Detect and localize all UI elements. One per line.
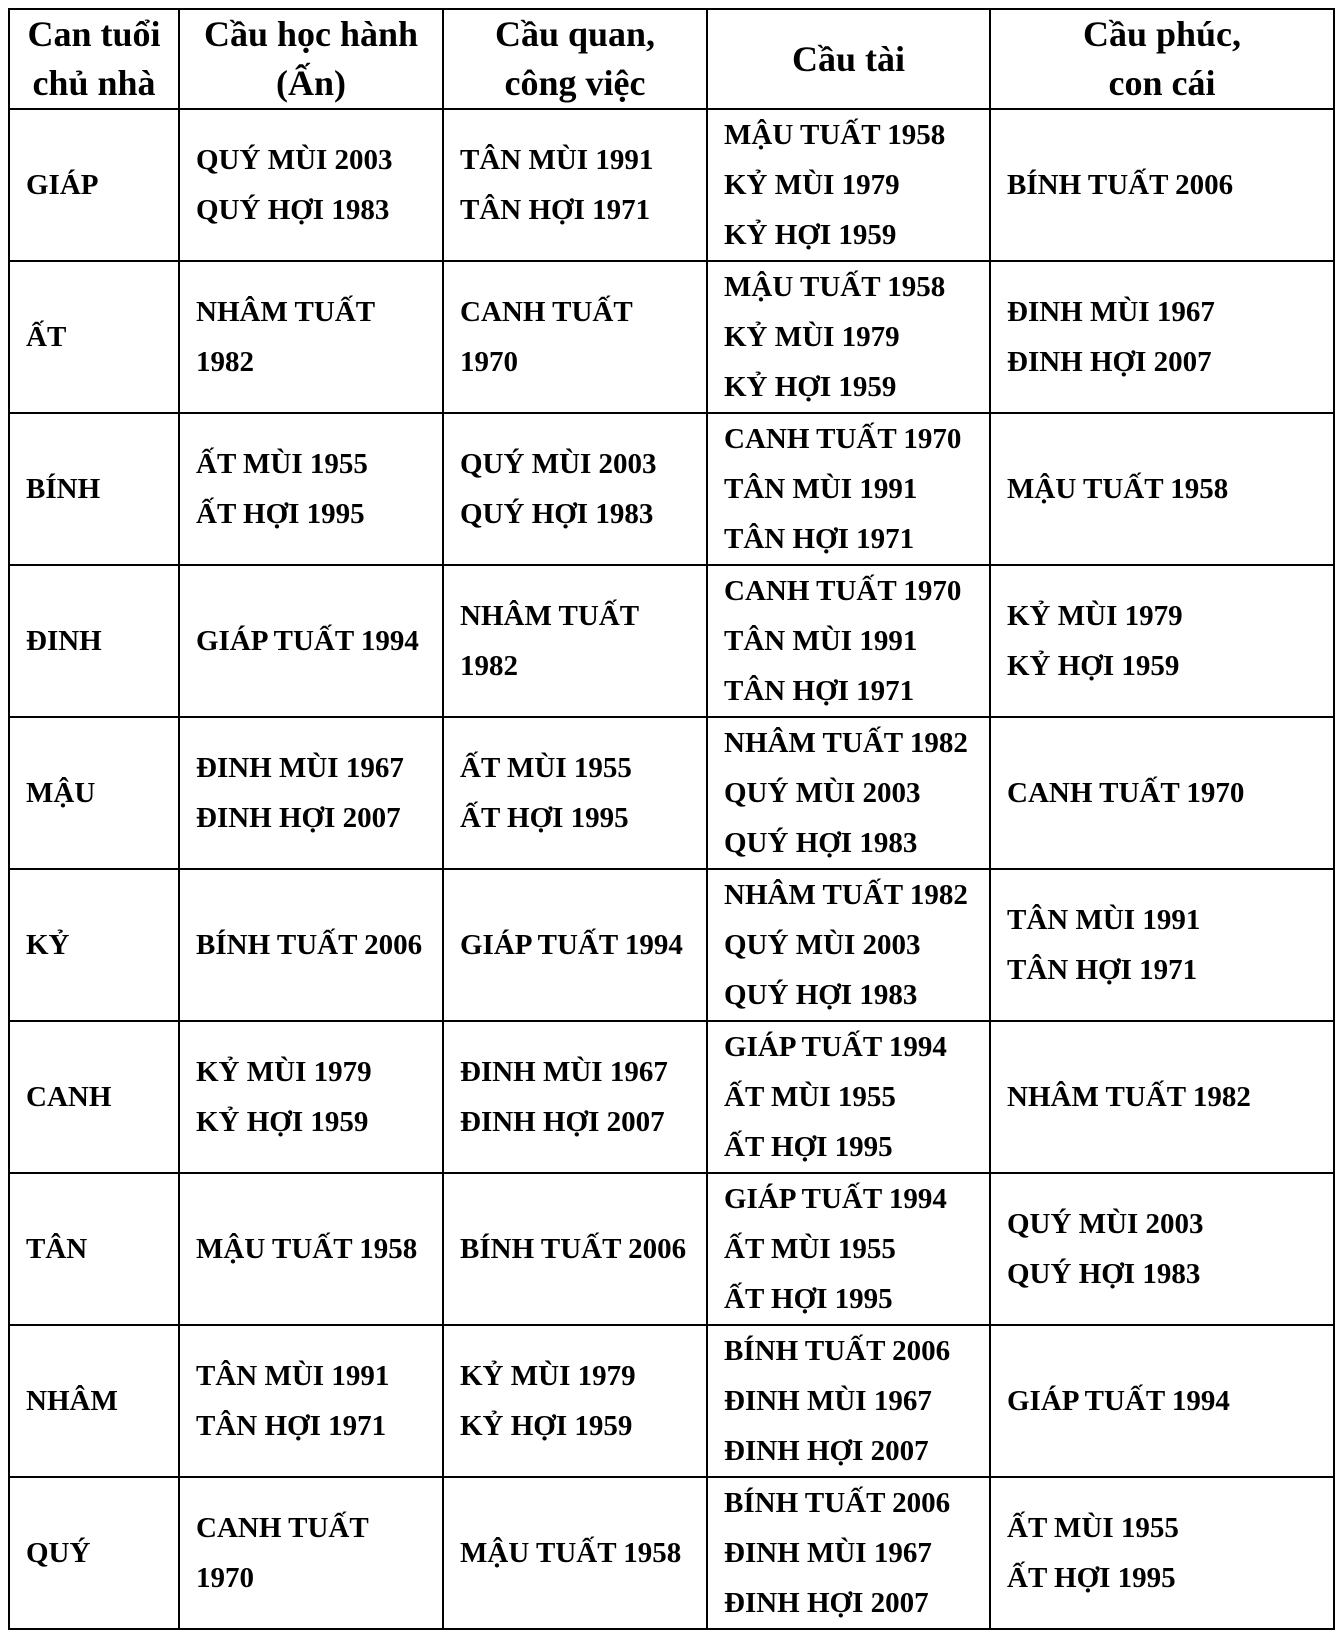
- table-row: [9, 261, 1334, 413]
- header-line: chủ nhà: [32, 63, 156, 103]
- cell-cau-phuc: [990, 109, 1334, 261]
- cell-cau-tai: [707, 261, 990, 413]
- cell-cau-hoc-hanh: [179, 1021, 443, 1173]
- header-cau-hoc-hanh: [179, 9, 443, 109]
- cell-line: QUÝ HỢI 1983: [196, 194, 390, 226]
- table-row: [9, 1477, 1334, 1629]
- cell-line: QUÝ MÙI 2003: [196, 144, 393, 176]
- cell-line: KỶ MÙI 1979: [1007, 600, 1183, 632]
- cell-line: ĐINH HỢI 2007: [1007, 346, 1212, 378]
- cell-can-tuoi: MẬU: [9, 717, 179, 869]
- table-row: [9, 1173, 1334, 1325]
- cell-line: ẤT HỢI 1995: [196, 498, 365, 530]
- cell-line: CANH TUẤT 1970: [196, 1512, 369, 1594]
- cell-can-tuoi: BÍNH: [9, 413, 179, 565]
- cell-line: QUÝ HỢI 1983: [724, 827, 918, 859]
- cell-cau-phuc: [990, 1021, 1334, 1173]
- cell-line: KỶ MÙI 1979: [724, 169, 900, 201]
- cell-line: NHÂM TUẤT 1982: [1007, 1081, 1251, 1113]
- cell-line: ĐINH HỢI 2007: [196, 802, 401, 834]
- can-chi-table: [8, 8, 1335, 1630]
- cell-cau-phuc: [990, 1173, 1334, 1325]
- cell-line: ĐINH MÙI 1967: [460, 1056, 668, 1088]
- cell-line: CANH TUẤT 1970: [724, 575, 962, 607]
- cell-can-tuoi: ĐINH: [9, 565, 179, 717]
- cell-line: QUÝ MÙI 2003: [724, 929, 921, 961]
- cell-cau-phuc: [990, 869, 1334, 1021]
- cell-line: ẤT MÙI 1955: [1007, 1512, 1179, 1544]
- cell-line: ẤT HỢI 1995: [1007, 1562, 1176, 1594]
- cell-line: MẬU TUẤT 1958: [724, 119, 946, 151]
- header-line: (Ấn): [276, 63, 346, 103]
- cell-line: ẤT MÙI 1955: [460, 752, 632, 784]
- cell-line: TÂN HỢI 1971: [196, 1410, 387, 1442]
- cell-cau-quan: [443, 717, 707, 869]
- cell-line: ẤT MÙI 1955: [724, 1081, 896, 1113]
- cell-line: NHÂM TUẤT 1982: [460, 600, 639, 682]
- cell-cau-hoc-hanh: [179, 413, 443, 565]
- cell-cau-hoc-hanh: [179, 109, 443, 261]
- cell-line: TÂN HỢI 1971: [724, 675, 915, 707]
- table-row: [9, 1325, 1334, 1477]
- cell-cau-phuc: [990, 717, 1334, 869]
- cell-cau-tai: [707, 1477, 990, 1629]
- cell-line: GIÁP TUẤT 1994: [1007, 1385, 1230, 1417]
- cell-line: BÍNH TUẤT 2006: [1007, 169, 1234, 201]
- cell-line: NHÂM TUẤT 1982: [724, 879, 968, 911]
- cell-line: ĐINH MÙI 1967: [196, 752, 404, 784]
- cell-line: NHÂM TUẤT 1982: [196, 296, 375, 378]
- cell-line: KỶ HỢI 1959: [460, 1410, 633, 1442]
- cell-line: ẤT MÙI 1955: [196, 448, 368, 480]
- header-can-tuoi: [9, 9, 179, 109]
- cell-cau-phuc: [990, 1477, 1334, 1629]
- cell-can-tuoi: CANH: [9, 1021, 179, 1173]
- cell-line: BÍNH TUẤT 2006: [196, 929, 423, 961]
- cell-line: MẬU TUẤT 1958: [1007, 473, 1229, 505]
- header-line: Can tuổi: [27, 14, 161, 54]
- cell-line: QUÝ MÙI 2003: [1007, 1208, 1204, 1240]
- cell-cau-quan: [443, 261, 707, 413]
- cell-line: TÂN MÙI 1991: [724, 473, 918, 505]
- cell-line: MẬU TUẤT 1958: [196, 1233, 418, 1265]
- cell-line: ĐINH HỢI 2007: [724, 1435, 929, 1467]
- cell-line: ẤT HỢI 1995: [724, 1283, 893, 1315]
- cell-line: TÂN MÙI 1991: [1007, 904, 1201, 936]
- cell-line: TÂN HỢI 1971: [724, 523, 915, 555]
- cell-line: TÂN MÙI 1991: [724, 625, 918, 657]
- cell-line: CANH TUẤT 1970: [460, 296, 633, 378]
- cell-can-tuoi: KỶ: [9, 869, 179, 1021]
- header-line: Cầu tài: [791, 38, 905, 79]
- cell-cau-quan: [443, 565, 707, 717]
- cell-can-tuoi: NHÂM: [9, 1325, 179, 1477]
- cell-cau-tai: [707, 1021, 990, 1173]
- cell-cau-quan: [443, 1021, 707, 1173]
- table-body: [9, 109, 1334, 1629]
- cell-can-tuoi: QUÝ: [9, 1477, 179, 1629]
- cell-cau-quan: [443, 1173, 707, 1325]
- table-row: [9, 413, 1334, 565]
- table-row: [9, 565, 1334, 717]
- cell-cau-phuc: [990, 1325, 1334, 1477]
- cell-line: TÂN MÙI 1991: [196, 1360, 390, 1392]
- cell-cau-hoc-hanh: [179, 717, 443, 869]
- cell-line: KỶ MÙI 1979: [460, 1360, 636, 1392]
- header-cau-quan: [443, 9, 707, 109]
- cell-cau-quan: [443, 413, 707, 565]
- cell-line: KỶ HỢI 1959: [1007, 650, 1180, 682]
- cell-cau-tai: [707, 109, 990, 261]
- cell-cau-hoc-hanh: [179, 869, 443, 1021]
- cell-cau-hoc-hanh: [179, 1477, 443, 1629]
- cell-line: QUÝ HỢI 1983: [724, 979, 918, 1011]
- cell-line: MẬU TUẤT 1958: [460, 1537, 682, 1569]
- cell-line: MẬU TUẤT 1958: [724, 271, 946, 303]
- cell-cau-phuc: [990, 565, 1334, 717]
- cell-cau-hoc-hanh: [179, 1325, 443, 1477]
- cell-line: ĐINH MÙI 1967: [724, 1385, 932, 1417]
- cell-line: ĐINH HỢI 2007: [724, 1587, 929, 1619]
- cell-cau-quan: [443, 1325, 707, 1477]
- cell-cau-hoc-hanh: [179, 1173, 443, 1325]
- header-line: con cái: [1108, 63, 1216, 103]
- cell-line: TÂN HỢI 1971: [1007, 954, 1198, 986]
- header-line: Cầu quan,: [494, 14, 656, 54]
- header-line: công việc: [504, 63, 646, 103]
- cell-line: QUÝ MÙI 2003: [724, 777, 921, 809]
- cell-cau-tai: [707, 717, 990, 869]
- cell-line: NHÂM TUẤT 1982: [724, 727, 968, 759]
- cell-line: ẤT HỢI 1995: [460, 802, 629, 834]
- table-row: [9, 869, 1334, 1021]
- cell-cau-tai: [707, 1325, 990, 1477]
- cell-line: ẤT MÙI 1955: [724, 1233, 896, 1265]
- header-line: Cầu học hành: [203, 14, 419, 54]
- cell-line: GIÁP TUẤT 1994: [724, 1031, 947, 1063]
- cell-line: QUÝ MÙI 2003: [460, 448, 657, 480]
- cell-cau-tai: [707, 565, 990, 717]
- cell-line: BÍNH TUẤT 2006: [724, 1335, 951, 1367]
- cell-line: TÂN HỢI 1971: [460, 194, 651, 226]
- cell-line: KỶ HỢI 1959: [724, 371, 897, 403]
- cell-cau-tai: [707, 1173, 990, 1325]
- cell-line: KỶ HỢI 1959: [724, 219, 897, 251]
- cell-cau-quan: [443, 1477, 707, 1629]
- cell-line: KỶ HỢI 1959: [196, 1106, 369, 1138]
- cell-line: KỶ MÙI 1979: [724, 321, 900, 353]
- cell-line: ĐINH MÙI 1967: [724, 1537, 932, 1569]
- cell-line: ĐINH MÙI 1967: [1007, 296, 1215, 328]
- cell-line: CANH TUẤT 1970: [1007, 777, 1245, 809]
- cell-cau-hoc-hanh: [179, 261, 443, 413]
- cell-line: GIÁP TUẤT 1994: [724, 1183, 947, 1215]
- cell-cau-quan: [443, 869, 707, 1021]
- header-row: [9, 9, 1334, 109]
- cell-cau-phuc: [990, 261, 1334, 413]
- table-row: [9, 717, 1334, 869]
- cell-can-tuoi: ẤT: [9, 261, 179, 413]
- cell-cau-tai: [707, 413, 990, 565]
- table-row: [9, 1021, 1334, 1173]
- cell-line: QUÝ HỢI 1983: [460, 498, 654, 530]
- cell-line: BÍNH TUẤT 2006: [460, 1233, 687, 1265]
- cell-cau-hoc-hanh: [179, 565, 443, 717]
- table-row: [9, 109, 1334, 261]
- cell-line: ĐINH HỢI 2007: [460, 1106, 665, 1138]
- table-header: [9, 9, 1334, 109]
- header-cau-phuc: [990, 9, 1334, 109]
- cell-cau-phuc: [990, 413, 1334, 565]
- cell-line: KỶ MÙI 1979: [196, 1056, 372, 1088]
- cell-line: QUÝ HỢI 1983: [1007, 1258, 1201, 1290]
- cell-line: BÍNH TUẤT 2006: [724, 1487, 951, 1519]
- cell-can-tuoi: GIÁP: [9, 109, 179, 261]
- cell-line: ẤT HỢI 1995: [724, 1131, 893, 1163]
- cell-cau-tai: [707, 869, 990, 1021]
- cell-line: TÂN MÙI 1991: [460, 144, 654, 176]
- cell-line: GIÁP TUẤT 1994: [196, 625, 419, 657]
- cell-can-tuoi: TÂN: [9, 1173, 179, 1325]
- header-line: Cầu phúc,: [1082, 14, 1242, 54]
- cell-line: CANH TUẤT 1970: [724, 423, 962, 455]
- header-cau-tai: [707, 9, 990, 109]
- cell-cau-quan: [443, 109, 707, 261]
- cell-line: GIÁP TUẤT 1994: [460, 929, 683, 961]
